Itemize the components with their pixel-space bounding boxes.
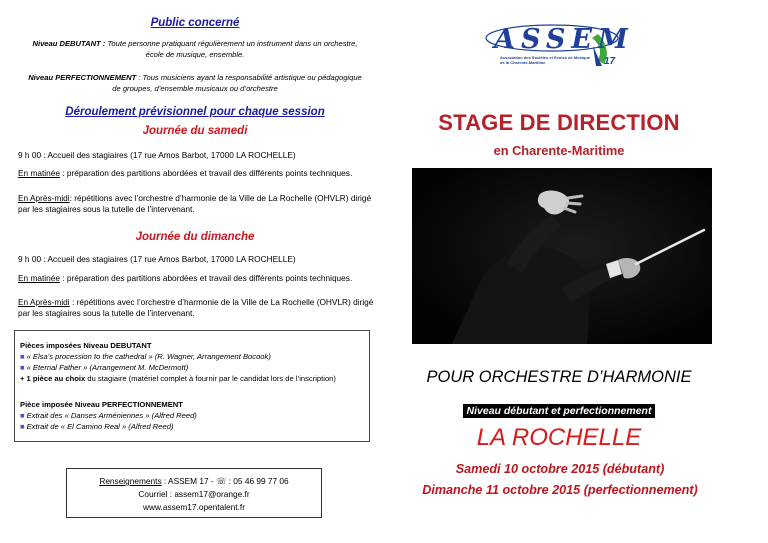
dimanche-apres-label: En Après-midi (18, 297, 70, 307)
perf-label: Niveau PERFECTIONNEMENT (28, 73, 137, 82)
samedi-apres-text-1: : répétitions avec l’orchestre d’harmonie de la Ville de La Rochelle (OHVLR) dirigé (69, 193, 372, 203)
logo-caption (500, 55, 590, 65)
logo-caption-1: Association des Sociétés et Ecoles de Musique (500, 55, 591, 60)
samedi-matinee-text: : préparation des partitions abordées et travail des différents points techniques. (59, 168, 353, 178)
stage-subtitle: en Charente-Maritime (493, 143, 625, 158)
stage-title: STAGE DE DIRECTION (438, 110, 680, 135)
logo-number: 17 (604, 56, 616, 67)
debutant-text-2: école de musique, ensemble. (145, 50, 245, 59)
deroulement-heading: Déroulement prévisionnel pour chaque session (65, 106, 325, 118)
bullet-square-icon: ■ (20, 352, 25, 361)
date-dimanche: Dimanche 11 octobre 2015 (perfectionnement) (422, 483, 698, 497)
samedi-matinee (18, 168, 378, 179)
orchestre-harmonie: POUR ORCHESTRE D’HARMONIE (426, 368, 692, 386)
date-samedi: Samedi 10 octobre 2015 (débutant) (455, 462, 665, 476)
dimanche-apres-midi (18, 297, 380, 319)
debutant-description (15, 38, 375, 60)
debutant-label: Niveau DEBUTANT : (32, 39, 106, 48)
choix-text: du stagiaire (matériel complet à fournir par le candidat lors de l’inscription) (85, 374, 336, 383)
renseignements-phone: : ASSEM 17 - ☏ : 05 46 99 77 06 (161, 476, 289, 486)
choix-prefix: + 1 pièce au choix (20, 374, 86, 383)
dimanche-matinee-label: En matinée (18, 273, 60, 283)
ville-title: LA ROCHELLE (476, 424, 642, 451)
perf-text-1: : Tous musiciens ayant la responsabilité artistique ou pédagogique (136, 73, 362, 82)
debutant-text-1: Toute personne pratiquant régulièrement un instrument dans un orchestre, (105, 39, 358, 48)
public-heading: Public concerné (150, 17, 240, 29)
pieces-debutant-item-1 (20, 351, 271, 362)
perf-description (12, 72, 378, 94)
dimanche-apres-text-1: : répétitions avec l’orchestre d’harmonie de la Ville de La Rochelle (OHVLR) dirigé (69, 297, 374, 307)
dimanche-matinee-text: : préparation des partitions abordées et travail des différents points techniques. (59, 273, 353, 283)
samedi-apres-midi (18, 193, 380, 215)
piece-text: « Eternal Father » (Arrangement M. McDermott) (26, 363, 189, 372)
pieces-box (14, 330, 370, 442)
pieces-perf-item-1 (20, 410, 197, 421)
pieces-choix (20, 373, 336, 384)
renseignements-line-1 (67, 475, 321, 488)
conductor-illustration (412, 168, 712, 344)
dimanche-matinee (18, 273, 378, 284)
samedi-matinee-label: En matinée (18, 168, 60, 178)
pieces-debutant-heading: Pièces imposées Niveau DEBUTANT (20, 341, 152, 350)
renseignements-email[interactable]: Courriel : assem17@orange.fr (138, 489, 250, 499)
niveau-wrapper (400, 401, 718, 419)
samedi-apres-text-2: par les stagiaires sous la tutelle de l’intervenant. (18, 204, 195, 214)
renseignements-website[interactable]: www.assem17.opentalent.fr (143, 502, 245, 512)
bullet-square-icon: ■ (20, 363, 25, 372)
samedi-heading: Journée du samedi (142, 125, 248, 137)
logo-caption-2: de la Charente-Maritime (500, 60, 546, 65)
conductor-photo (412, 168, 712, 344)
bullet-square-icon: ■ (20, 422, 25, 431)
piece-text: « Elsa’s procession to the cathedral » (R. Wagner, Arrangement Bocook) (26, 352, 271, 361)
samedi-accueil: 9 h 00 : Accueil des stagiaires (17 rue Amos Barbot, 17000 LA ROCHELLE) (18, 150, 296, 160)
pieces-perf-heading: Pièce imposée Niveau PERFECTIONNEMENT (20, 400, 183, 409)
piece-text: Extrait de « El Camino Real » (Alfred Reed) (26, 422, 174, 431)
samedi-apres-label: En Après-midi (18, 193, 70, 203)
dimanche-accueil: 9 h 00 : Accueil des stagiaires (17 rue Amos Barbot, 17000 LA ROCHELLE) (18, 254, 296, 264)
dimanche-heading: Journée du dimanche (135, 231, 255, 243)
pieces-perf-item-2 (20, 421, 173, 432)
renseignements-box (66, 468, 322, 518)
logo-letters: ASSEM (494, 24, 634, 55)
assem-logo (480, 20, 635, 78)
bullet-square-icon: ■ (20, 411, 25, 420)
renseignements-label: Renseignements (99, 476, 162, 486)
dimanche-apres-text-2: par les stagiaires sous la tutelle de l’intervenant. (18, 308, 195, 318)
niveau-badge: Niveau débutant et perfectionnement (463, 404, 656, 418)
perf-text-2: de groupes, d’ensemble musicaux ou d’orchestre (112, 84, 278, 93)
pieces-debutant-item-2 (20, 362, 188, 373)
piece-text: Extrait des « Danses Arméniennes » (Alfred Reed) (26, 411, 197, 420)
